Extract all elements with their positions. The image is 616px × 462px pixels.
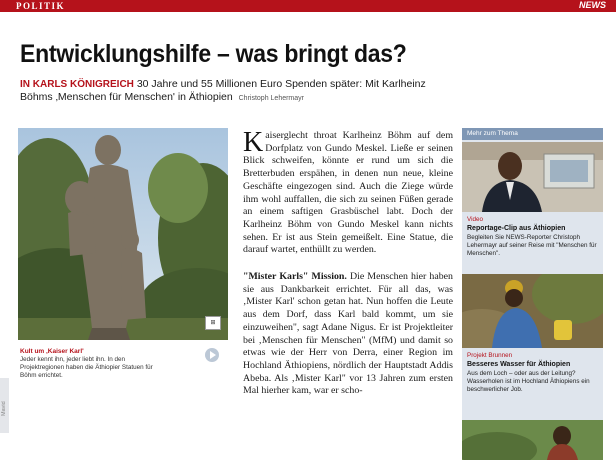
top-bar	[0, 0, 616, 12]
third-thumbnail[interactable]	[462, 420, 603, 460]
side-tab-label: Mavid	[1, 401, 7, 416]
paragraph-2-lead: "Mister Karls" Mission.	[243, 271, 347, 283]
author: Christoph Lehermayr	[238, 95, 304, 102]
subhead-text: 30 Jahre und 55 Millionen Euro Spenden später: Mit Karlheinz Böhms ‚Menschen für Menschen' in Äthiopien	[20, 78, 426, 103]
photo-badge: ⊞	[205, 316, 221, 330]
section-label: POLITIK	[16, 1, 66, 11]
brand-logo: NEWS	[579, 0, 606, 10]
dropcap: K	[243, 127, 264, 158]
well-description: Aus dem Loch – oder aus der Leitung? Wasserholen ist im Hochland Äthiopiens ein beschwerlicher Job.	[467, 370, 590, 393]
kicker: IN KARLS KÖNIGREICH	[20, 79, 134, 90]
gallery-button-icon[interactable]	[205, 348, 219, 362]
side-tab[interactable]	[0, 378, 9, 433]
video-label: Video	[467, 216, 483, 223]
related-sidebar	[462, 128, 603, 460]
article-body	[243, 127, 453, 398]
subhead	[20, 78, 460, 105]
paragraph-1-text: aiserglecht throat Karlheinz Böhm auf dem Dorfplatz von Gundo Meskel. Ließe er seinen Blick schweifen, könnte er rund um sich die Bretterbuden erspähen, in denen nun neue, kleine Geschäfte eingezogen sind. Auch die Ziege würde ihm wohl auffallen, die sich zu seinen Füßen gerade an einem saftigen Grasbüschel labt. Doch der Karlheinz Böhm von Gundo Meskel kann nichts sehen. Er ist aus Stein gemeißelt. Eine Statue, die darauf wartet, enthüllt zu werden.	[243, 130, 453, 256]
video-description: Begleiten Sie NEWS-Reporter Christoph Lehermayr auf seiner Reise mit "Menschen für Menschen".	[467, 234, 597, 257]
caption-text: Jeder kennt ihn, jeder liebt ihn. In den Projektregionen haben die Äthiopier Statuen für Böhm errichtet.	[20, 356, 153, 379]
caption-title: Kult um ‚Kaiser Karl'	[20, 348, 84, 355]
paragraph-2-text: Die Menschen hier haben sie aus Dankbarkeit errichtet. Für all das, was ‚Mister Karl' schon getan hat. Nun hoffen die Leute aus dem Dorf, dass Karl bald kommt, um sie einzuweihen", sagt Adane Nigus. Er ist Projektleiter bei ‚Menschen für Menschen" (MfM) und damit so etwas wie der Herr von Derra, einer Region im Hochland Äthiopiens, nördlich der Hauptstadt Addis Abeba. Als ‚Mister Karl" vor 13 Jahren zum ersten Mal hierher kam, war er scho-	[243, 271, 453, 397]
article-paragraph-1	[243, 127, 453, 257]
article-paragraph-2	[243, 271, 453, 398]
video-title-link[interactable]: Reportage-Clip aus Äthiopien	[467, 225, 566, 232]
headline: Entwicklungshilfe – was bringt das?	[20, 40, 407, 68]
well-thumbnail[interactable]	[462, 274, 603, 348]
well-label: Projekt Brunnen	[467, 352, 513, 359]
statue-photo	[18, 128, 228, 340]
sidebar-header: Mehr zum Thema	[462, 128, 603, 140]
photo-caption	[20, 348, 170, 380]
video-thumbnail[interactable]	[462, 142, 603, 212]
well-title-link[interactable]: Besseres Wasser für Äthiopien	[467, 361, 571, 368]
